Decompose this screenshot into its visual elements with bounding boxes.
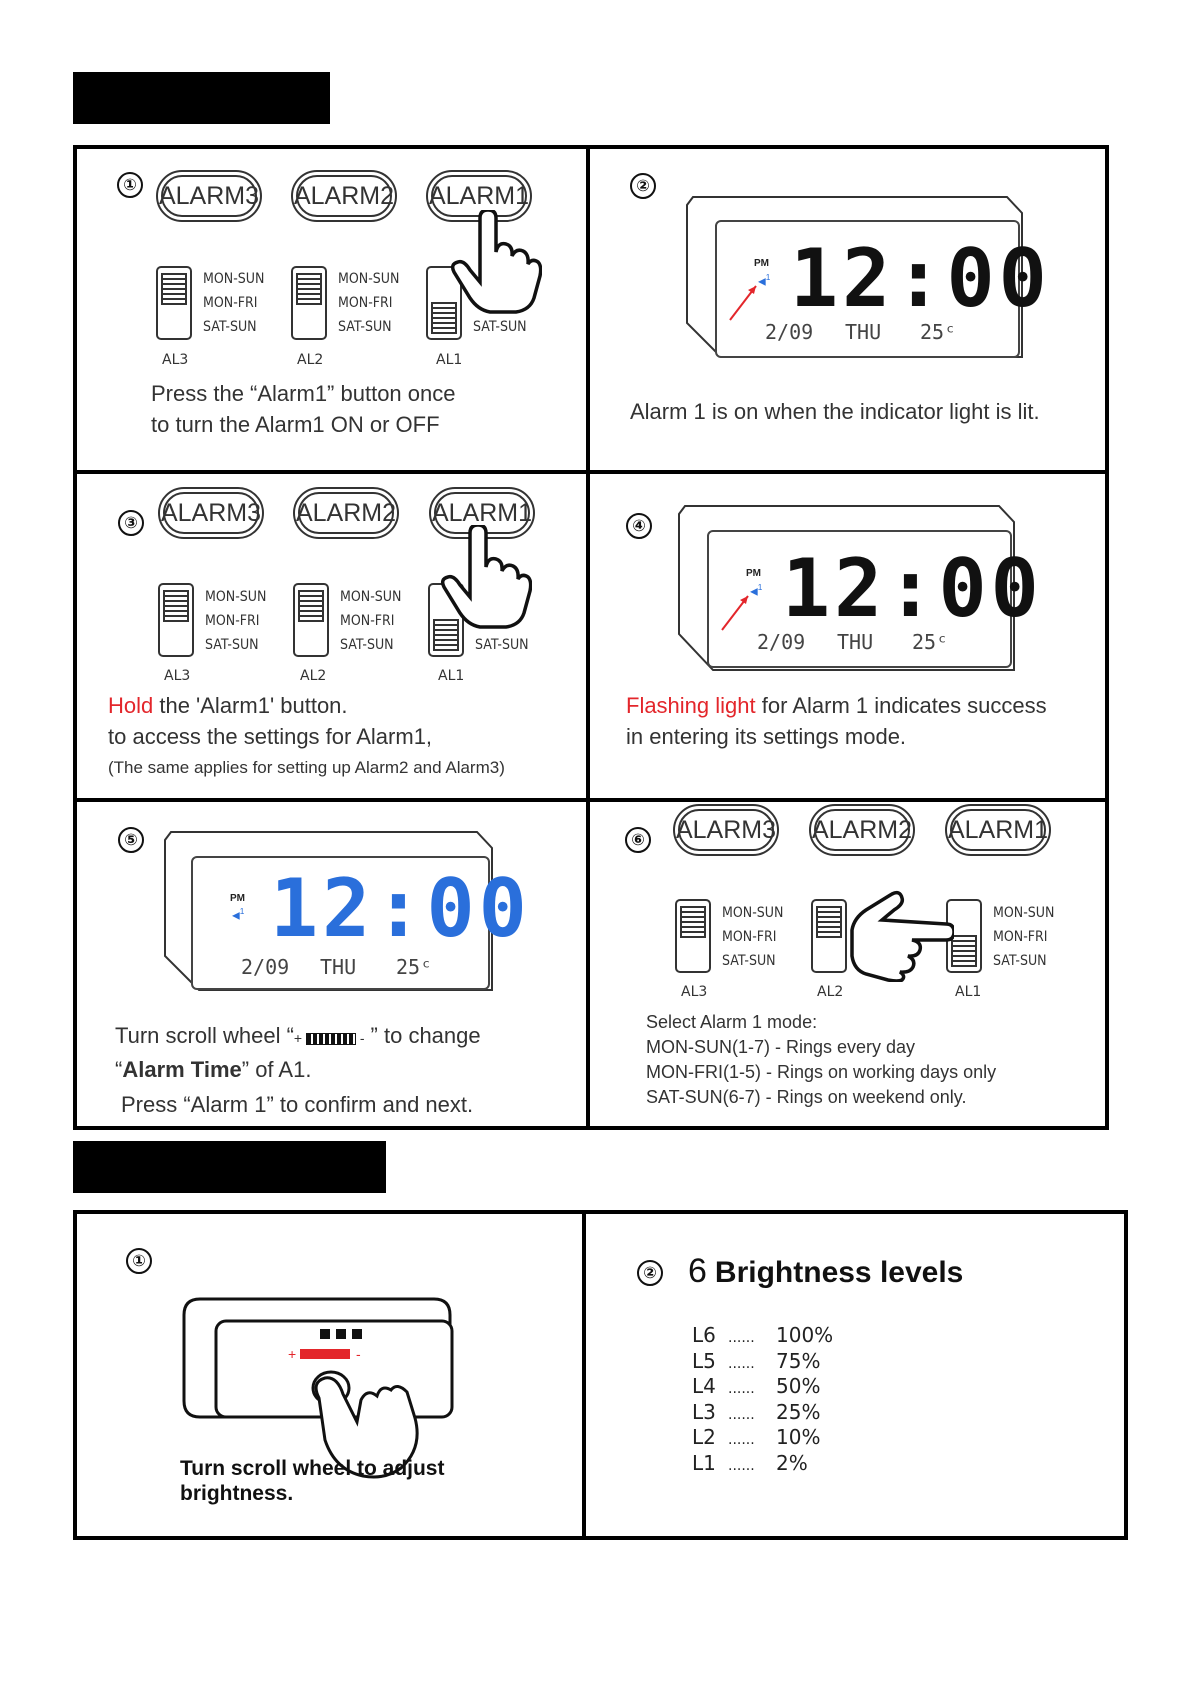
panel-3-caption: Hold the 'Alarm1' button. to access the settings for Alarm1, (The same applies for setting up Alarm2 and Alarm3) — [108, 693, 505, 777]
clock-date: 2/09 — [757, 630, 806, 654]
switch-labels: SAT-SUN — [475, 637, 529, 653]
clock-date: 2/09 — [765, 320, 814, 344]
step-number: ② — [637, 1260, 663, 1286]
clock-date: 2/09 — [241, 955, 290, 979]
switch-labels: MON-SUN MON-FRI SAT-SUN — [205, 589, 267, 653]
alarm1-indicator-icon: ◀$^1$ — [750, 582, 763, 598]
step-number: ③ — [118, 510, 144, 536]
brightness-title: 6 Brightness levels — [688, 1252, 964, 1290]
grid-divider — [73, 798, 1109, 802]
alarm1-indicator-icon: ◀$^1$ — [232, 906, 245, 922]
grid-divider — [73, 470, 1109, 474]
level-row: L3 ...... 25% — [692, 1399, 821, 1424]
brightness-caption: Turn scroll wheel to adjust brightness. — [180, 1457, 445, 1505]
svg-text:+: + — [288, 1346, 297, 1362]
scroll-wheel-icon: + - — [293, 1030, 365, 1046]
pm-indicator: PM — [230, 893, 245, 904]
al2-label: AL2 — [300, 668, 327, 684]
alarm3-button[interactable]: ALARM3 — [673, 804, 779, 856]
step-number: ① — [126, 1248, 152, 1274]
clock-temp: 25ᶜ — [396, 955, 433, 979]
panel-6-caption: Select Alarm 1 mode: MON-SUN(1-7) - Rings every day MON-FRI(1-5) - Rings on working days only SAT-SUN(6-7) - Rings on weekend only. — [646, 1010, 996, 1110]
pointing-hand-icon — [440, 525, 532, 629]
clock-day: THU — [837, 630, 874, 654]
al2-switch[interactable] — [293, 583, 329, 657]
alarm1-button[interactable]: ALARM1 — [426, 170, 532, 222]
alarm2-button[interactable]: ALARM2 — [293, 487, 399, 539]
section-header-bar-2 — [73, 1141, 386, 1193]
clock-time: 12:00 — [782, 542, 1043, 635]
step-number: ④ — [626, 513, 652, 539]
al2-label: AL2 — [297, 352, 324, 368]
section-header-bar-1 — [73, 72, 330, 124]
al1-label: AL1 — [436, 352, 463, 368]
clock-day: THU — [845, 320, 882, 344]
clock-temp: 25ᶜ — [912, 630, 949, 654]
alarm2-button[interactable]: ALARM2 — [809, 804, 915, 856]
indicator-arrow-icon — [728, 282, 760, 322]
pm-indicator: PM — [746, 568, 761, 579]
al1-label: AL1 — [438, 668, 465, 684]
al2-label: AL2 — [817, 984, 844, 1000]
clock-time: 12:00 — [270, 862, 531, 955]
al1-label: AL1 — [955, 984, 982, 1000]
switch-labels: MON-SUN MON-FRI SAT-SUN — [338, 271, 400, 335]
al3-switch[interactable] — [675, 899, 711, 973]
al3-label: AL3 — [681, 984, 708, 1000]
clock-day: THU — [320, 955, 357, 979]
al3-label: AL3 — [164, 668, 191, 684]
step-number: ① — [117, 172, 143, 198]
switch-labels: MON-SUN MON-FRI SAT-SUN — [722, 905, 784, 969]
pm-indicator: PM — [754, 258, 769, 269]
clock-time: 12:00 — [790, 232, 1051, 325]
alarm1-button[interactable]: ALARM1 — [429, 487, 535, 539]
grid-divider — [582, 1210, 586, 1540]
panel-5-caption: Turn scroll wheel “+ - ” to change “Alarm Time” of A1. Press “Alarm 1” to confirm and next. — [115, 1023, 481, 1117]
switch-labels: MON-SUN MON-FRI SAT-SUN — [993, 905, 1055, 969]
alarm3-button[interactable]: ALARM3 — [158, 487, 264, 539]
level-row: L2 ...... 10% — [692, 1425, 821, 1449]
pointing-hand-icon — [850, 890, 954, 982]
svg-text:-: - — [356, 1346, 361, 1362]
al3-label: AL3 — [162, 352, 189, 368]
alarm1-button[interactable]: ALARM1 — [945, 804, 1051, 856]
level-row: L4 ...... 50% — [692, 1374, 821, 1398]
level-row: L6 ...... 100% — [692, 1323, 834, 1347]
mode-item: SAT-SUN(6-7) - Rings on weekend only. — [646, 1087, 967, 1107]
brightness-levels-list — [692, 1324, 833, 1477]
mode-item: MON-SUN(1-7) - Rings every day — [646, 1037, 916, 1057]
mode-item: MON-FRI(1-5) - Rings on working days only — [646, 1062, 997, 1082]
step-number: ② — [630, 173, 656, 199]
step-number: ⑤ — [118, 827, 144, 853]
pointing-hand-icon — [450, 210, 542, 314]
al2-switch[interactable] — [291, 266, 327, 340]
switch-labels: MON-SUN MON-FRI SAT-SUN — [340, 589, 402, 653]
panel-1-caption: Press the “Alarm1” button once to turn the Alarm1 ON or OFF — [151, 381, 456, 437]
alarm2-button[interactable]: ALARM2 — [291, 170, 397, 222]
grid-divider — [586, 145, 590, 1130]
alarm3-button[interactable]: ALARM3 — [156, 170, 262, 222]
panel-2-caption: Alarm 1 is on when the indicator light is lit. — [630, 399, 1040, 424]
panel-4-caption: Flashing light for Alarm 1 indicates success in entering its settings mode. — [626, 693, 1047, 749]
al3-switch[interactable] — [158, 583, 194, 657]
switch-labels: SAT-SUN — [473, 319, 527, 335]
level-row: L1 ...... 2% — [692, 1450, 808, 1475]
level-row: L5 ...... 75% — [692, 1348, 821, 1373]
alarm1-indicator-icon: ◀$^1$ — [758, 272, 771, 288]
indicator-arrow-icon — [720, 592, 752, 632]
step-number: ⑥ — [625, 827, 651, 853]
al3-switch[interactable] — [156, 266, 192, 340]
switch-labels: MON-SUN MON-FRI SAT-SUN — [203, 271, 265, 335]
al2-switch[interactable] — [811, 899, 847, 973]
clock-temp: 25ᶜ — [920, 320, 957, 344]
